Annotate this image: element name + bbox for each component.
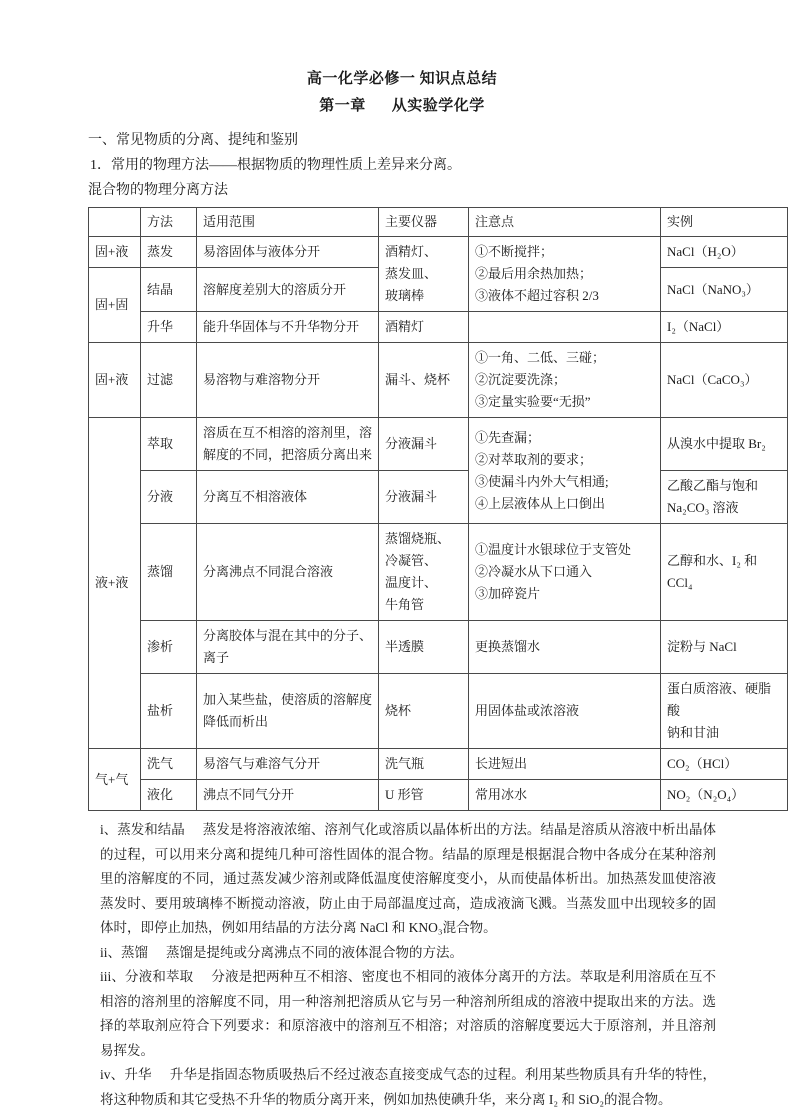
explanatory-notes [88, 818, 716, 1112]
cell-apparatus [379, 524, 469, 621]
cell-example: NO₂（N₂O₄） [661, 780, 788, 811]
cell-apparatus: 分液漏斗 [379, 418, 469, 471]
item-1-text: 1．常用的物理方法——根据物质的物理性质上差异来分离。 [90, 158, 461, 173]
header-scope: 适用范围 [197, 208, 379, 237]
chapter-title [88, 95, 716, 117]
apparatus-line: 冷凝管、 [385, 553, 438, 568]
header-notes: 注意点 [469, 208, 661, 237]
note-line: ①一角、二低、三碰； [475, 350, 606, 365]
cell-example: NaCl（H₂O） [661, 237, 788, 268]
cell-apparatus: 漏斗、烧杯 [379, 343, 469, 418]
cell-method: 升华 [141, 312, 197, 343]
cell-method: 萃取 [141, 418, 197, 471]
cell-scope: 分离沸点不同混合溶液 [197, 524, 379, 621]
note-ii-label: ii、蒸馏 [100, 944, 149, 960]
note-i-label: i、蒸发和结晶 [100, 822, 185, 837]
cell-notes [469, 418, 661, 524]
chapter-label: 第一章 [319, 98, 366, 114]
table-row [89, 780, 788, 811]
note-line: ②沉淀要洗涤； [475, 372, 567, 387]
cell-apparatus: U 形管 [379, 780, 469, 811]
table-header-row [89, 208, 788, 237]
cell-scope: 分离胶体与混在其中的分子、离子 [197, 621, 379, 674]
example-line: 钠和甘油 [667, 725, 720, 740]
cell-notes [469, 343, 661, 418]
table-body [89, 237, 788, 811]
header-apparatus: 主要仪器 [379, 208, 469, 237]
header-category [89, 208, 141, 237]
cell-notes: 更换蒸馏水 [469, 621, 661, 674]
table-caption: 混合物的物理分离方法 [88, 183, 228, 198]
note-item-iii [88, 965, 716, 1063]
cell-example [661, 471, 788, 524]
cell-method: 结晶 [141, 268, 197, 312]
apparatus-line: 温度计、 [385, 575, 438, 590]
table-head [89, 208, 788, 237]
cell-category: 液+液 [89, 418, 141, 749]
note-line: ③加碎瓷片 [475, 586, 541, 601]
cell-category: 固+液 [89, 343, 141, 418]
header-example: 实例 [661, 208, 788, 237]
cell-category: 固+固 [89, 268, 141, 343]
separation-methods-table [88, 207, 788, 811]
cell-category: 固+液 [89, 237, 141, 268]
cell-method: 盐析 [141, 674, 197, 749]
note-line: ③使漏斗内外大气相通; [475, 473, 609, 489]
chapter-name: 从实验学化学 [391, 98, 485, 114]
apparatus-line: 玻璃棒 [385, 288, 425, 303]
cell-scope: 沸点不同气分开 [197, 780, 379, 811]
note-item-i [88, 818, 716, 941]
cell-notes [469, 237, 661, 312]
cell-notes [469, 312, 661, 343]
cell-notes: 常用冰水 [469, 780, 661, 811]
note-ii-text: 蒸馏是提纯或分离沸点不同的液体混合物的方法。 [166, 944, 464, 960]
cell-method: 蒸发 [141, 237, 197, 268]
page-title: 高一化学必修一 知识点总结 [306, 71, 498, 87]
table-row [89, 237, 788, 268]
section-heading: 一、常见物质的分离、提纯和鉴别 [88, 133, 298, 148]
cell-method: 液化 [141, 780, 197, 811]
cell-example: 从溴水中提取 Br₂ [661, 418, 788, 471]
cell-notes: 用固体盐或浓溶液 [469, 674, 661, 749]
note-line: ②对萃取剂的要求； [475, 451, 593, 467]
table-row [89, 524, 788, 621]
cell-method: 蒸馏 [141, 524, 197, 621]
cell-method: 分液 [141, 471, 197, 524]
cell-scope: 易溶气与难溶气分开 [197, 749, 379, 780]
note-iv-label: iv、升华 [100, 1067, 152, 1082]
note-iii-text: 分液是把两种互不相溶、密度也不相同的液体分离开的方法。萃取是利用溶质在互不相溶的溶剂里的溶解度不同，用一种溶剂把溶质从它与另一种溶剂所组成的溶液中提取出来的方法。选择的萃取剂应符合下列要求：和原溶液中的溶剂互不相溶；对溶质的溶解度要远大于原溶剂，并且溶剂易挥发。 [100, 969, 716, 1058]
cell-scope: 加入某些盐，使溶质的溶解度降低而析出 [197, 674, 379, 749]
cell-scope: 溶解度差别大的溶质分开 [197, 268, 379, 312]
cell-category: 气+气 [89, 749, 141, 811]
note-item-ii [88, 941, 716, 966]
cell-notes: 长进短出 [469, 749, 661, 780]
cell-example: 乙醇和水、I₂ 和 CCl₄ [661, 524, 788, 621]
cell-method: 过滤 [141, 343, 197, 418]
apparatus-line: 蒸发皿、 [385, 266, 438, 281]
cell-apparatus: 半透膜 [379, 621, 469, 674]
table-row [89, 312, 788, 343]
cell-apparatus: 酒精灯 [379, 312, 469, 343]
example-line: Na₂CO₃ 溶液 [667, 500, 739, 515]
note-line: ①先查漏； [475, 429, 541, 445]
cell-example: 淀粉与 NaCl [661, 621, 788, 674]
cell-scope: 能升华固体与不升华物分开 [197, 312, 379, 343]
apparatus-line: 酒精灯、 [385, 244, 438, 259]
cell-method: 渗析 [141, 621, 197, 674]
cell-apparatus: 烧杯 [379, 674, 469, 749]
note-line: ③定量实验要“无损” [475, 394, 591, 409]
cell-apparatus: 洗气瓶 [379, 749, 469, 780]
apparatus-line: 蒸馏烧瓶、 [385, 531, 451, 546]
note-line: ④上层液体从上口倒出 [475, 495, 606, 511]
cell-scope: 分离互不相溶液体 [197, 471, 379, 524]
cell-scope: 易溶固体与液体分开 [197, 237, 379, 268]
table-row [89, 749, 788, 780]
table-row [89, 418, 788, 471]
header-method: 方法 [141, 208, 197, 237]
cell-example: CO₂（HCl） [661, 749, 788, 780]
note-i-text: 蒸发是将溶液浓缩、溶剂气化或溶质以晶体析出的方法。结晶是溶质从溶液中析出晶体的过程，可以用来分离和提纯几种可溶性固体的混合物。结晶的原理是根据混合物中各成分在某种溶剂里的溶解度的不同，通过蒸发减少溶剂或降低温度使溶解度变小，从而使晶体析出。加热蒸发皿使溶液蒸发时、要用玻璃棒不断搅动溶液，防止由于局部温度过高，造成液滴飞溅。当蒸发皿中出现较多的固体时，即停止加热，例如用结晶的方法分离 NaCl 和 KNO₃混合物。 [100, 822, 716, 935]
table-row [89, 471, 788, 524]
apparatus-line: 牛角管 [385, 597, 425, 612]
cell-example: I₂（NaCl） [661, 312, 788, 343]
cell-method: 洗气 [141, 749, 197, 780]
table-row [89, 674, 788, 749]
cell-example: NaCl（NaNO₃） [661, 268, 788, 312]
note-iii-label: iii、分液和萃取 [100, 969, 194, 984]
cell-notes [469, 524, 661, 621]
example-line: 蛋白质溶液、硬脂酸 [667, 681, 772, 718]
cell-example: NaCl（CaCO₃） [661, 343, 788, 418]
note-line: ③液体不超过容积 2/3 [475, 288, 599, 303]
note-line: ①不断搅拌； [475, 244, 554, 259]
note-item-iv [88, 1063, 716, 1112]
table-row [89, 621, 788, 674]
cell-scope: 易溶物与难溶物分开 [197, 343, 379, 418]
note-line: ②最后用余热加热； [475, 266, 593, 281]
table-row [89, 343, 788, 418]
note-line: ②冷凝水从下口通入 [475, 564, 593, 579]
cell-scope: 溶质在互不相溶的溶剂里，溶解度的不同，把溶质分离出来 [197, 418, 379, 471]
note-line: ①温度计水银球位于支管处 [475, 542, 632, 557]
cell-example [661, 674, 788, 749]
cell-apparatus [379, 237, 469, 312]
cell-apparatus: 分液漏斗 [379, 471, 469, 524]
example-line: 乙酸乙酯与饱和 [667, 478, 759, 493]
note-iv-text: 升华是指固态物质吸热后不经过液态直接变成气态的过程。利用某些物质具有升华的特性，将这种物质和其它受热不升华的物质分离开来，例如加热使碘升华，来分离 I₂ 和 SiO₂的混合物。 [100, 1067, 716, 1107]
